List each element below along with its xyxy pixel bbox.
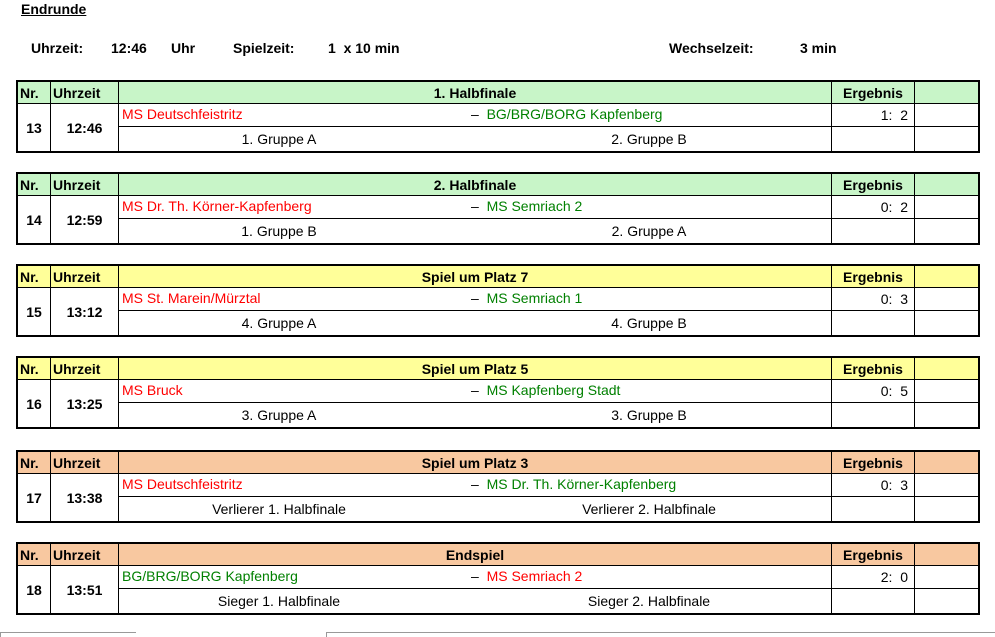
team-b-wrap (471, 476, 676, 492)
team-a: MS St. Marein/Mürztal (122, 290, 261, 306)
group-a: 1. Gruppe B (241, 223, 317, 239)
teams-row (119, 104, 832, 127)
teams-row (119, 380, 832, 403)
extra-cell (915, 288, 978, 311)
result-cell (832, 288, 915, 311)
group-b: 2. Gruppe A (611, 223, 687, 239)
col-ergebnis-header: Ergebnis (832, 544, 915, 566)
extra-cell (915, 219, 978, 243)
result-cell-empty (832, 127, 915, 151)
wechselzeit-value: 3 min (800, 40, 837, 56)
team-a: MS Deutschfeistritz (122, 106, 243, 122)
result-score: 0: 5 (880, 383, 908, 399)
group-a: 3. Gruppe A (241, 407, 317, 423)
bottom-divider-left (0, 632, 136, 637)
col-uhrzeit-header: Uhrzeit (51, 544, 119, 566)
group-b: 2. Gruppe B (611, 131, 687, 147)
match-time: 12:59 (51, 196, 119, 243)
team-b-wrap (471, 382, 620, 398)
result-score: 0: 3 (880, 477, 908, 493)
extra-cell (915, 474, 978, 497)
group-a: 4. Gruppe A (241, 315, 317, 331)
col-uhrzeit-header: Uhrzeit (51, 82, 119, 104)
match-block (16, 450, 980, 523)
uhrzeit-unit: Uhr (171, 40, 196, 56)
col-nr-header: Nr. (18, 452, 51, 474)
match-title: 1. Halbfinale (119, 82, 832, 104)
group-a: 1. Gruppe A (241, 131, 317, 147)
match-number: 15 (18, 288, 51, 335)
groups-row (119, 403, 832, 427)
col-nr-header: Nr. (18, 82, 51, 104)
col-ergebnis-header: Ergebnis (832, 82, 915, 104)
group-a: Sieger 1. Halbfinale (217, 593, 341, 609)
match-title: Spiel um Platz 7 (119, 266, 832, 288)
team-a: MS Dr. Th. Körner-Kapfenberg (122, 198, 312, 214)
col-ergebnis-header: Ergebnis (832, 452, 915, 474)
team-b-wrap (471, 568, 582, 584)
separator: – (471, 290, 479, 306)
match-time: 13:25 (51, 380, 119, 427)
spielzeit-value: 1 x 10 min (328, 40, 400, 56)
extra-cell (915, 380, 978, 403)
result-cell-empty (832, 403, 915, 427)
team-b-wrap (471, 198, 582, 214)
group-b: Sieger 2. Halbfinale (587, 593, 711, 609)
col-ergebnis-header: Ergebnis (832, 358, 915, 380)
team-b-wrap (471, 290, 582, 306)
groups-row (119, 311, 832, 335)
team-a: MS Bruck (122, 382, 183, 398)
result-cell-empty (832, 497, 915, 521)
separator: – (471, 198, 479, 214)
group-b: Verlierer 2. Halbfinale (582, 501, 716, 517)
team-b: MS Kapfenberg Stadt (486, 382, 621, 398)
match-number: 18 (18, 566, 51, 613)
col-uhrzeit-header: Uhrzeit (51, 174, 119, 196)
match-time: 13:38 (51, 474, 119, 521)
result-score: 0: 3 (880, 291, 908, 307)
extra-cell (915, 497, 978, 521)
extra-cell (915, 403, 978, 427)
team-a: MS Deutschfeistritz (122, 476, 243, 492)
match-time: 12:46 (51, 104, 119, 151)
page-title: Endrunde (21, 1, 87, 17)
match-number: 17 (18, 474, 51, 521)
teams-row (119, 566, 832, 589)
match-title: 2. Halbfinale (119, 174, 832, 196)
separator: – (471, 106, 479, 122)
wechselzeit-label: Wechselzeit: (669, 40, 754, 56)
uhrzeit-value: 12:46 (111, 40, 147, 56)
match-number: 14 (18, 196, 51, 243)
spielzeit-label: Spielzeit: (233, 40, 295, 56)
match-time: 13:12 (51, 288, 119, 335)
col-nr-header: Nr. (18, 174, 51, 196)
team-b: MS Dr. Th. Körner-Kapfenberg (486, 476, 677, 492)
match-block (16, 80, 980, 153)
groups-row (119, 497, 832, 521)
separator: – (471, 568, 479, 584)
col-extra-header (915, 544, 978, 566)
extra-cell (915, 589, 978, 613)
team-b-wrap (471, 106, 662, 122)
col-extra-header (915, 82, 978, 104)
match-block (16, 542, 980, 615)
team-b: MS Semriach 2 (486, 568, 583, 584)
team-b: MS Semriach 1 (486, 290, 583, 306)
result-score: 0: 2 (880, 199, 908, 215)
match-block (16, 172, 980, 245)
team-b: MS Semriach 2 (486, 198, 583, 214)
col-extra-header (915, 452, 978, 474)
extra-cell (915, 311, 978, 335)
result-cell (832, 196, 915, 219)
match-number: 13 (18, 104, 51, 151)
result-cell (832, 474, 915, 497)
match-time: 13:51 (51, 566, 119, 613)
match-title: Spiel um Platz 3 (119, 452, 832, 474)
result-cell (832, 104, 915, 127)
groups-row (119, 589, 832, 613)
match-title: Spiel um Platz 5 (119, 358, 832, 380)
result-score: 1: 2 (880, 107, 908, 123)
result-cell-empty (832, 311, 915, 335)
teams-row (119, 288, 832, 311)
team-b: BG/BRG/BORG Kapfenberg (486, 106, 663, 122)
teams-row (119, 196, 832, 219)
uhrzeit-label: Uhrzeit: (31, 40, 84, 56)
col-uhrzeit-header: Uhrzeit (51, 452, 119, 474)
col-ergebnis-header: Ergebnis (832, 174, 915, 196)
result-cell-empty (832, 589, 915, 613)
group-b: 3. Gruppe B (611, 407, 687, 423)
team-a: BG/BRG/BORG Kapfenberg (122, 568, 298, 584)
groups-row (119, 127, 832, 151)
extra-cell (915, 104, 978, 127)
col-uhrzeit-header: Uhrzeit (51, 266, 119, 288)
group-a: Verlierer 1. Halbfinale (212, 501, 346, 517)
result-cell-empty (832, 219, 915, 243)
extra-cell (915, 196, 978, 219)
match-block (16, 264, 980, 337)
separator: – (471, 476, 479, 492)
result-score: 2: 0 (880, 569, 908, 585)
col-uhrzeit-header: Uhrzeit (51, 358, 119, 380)
teams-row (119, 474, 832, 497)
result-cell (832, 566, 915, 589)
col-nr-header: Nr. (18, 358, 51, 380)
col-extra-header (915, 174, 978, 196)
result-cell (832, 380, 915, 403)
col-extra-header (915, 266, 978, 288)
groups-row (119, 219, 832, 243)
match-block (16, 356, 980, 429)
col-ergebnis-header: Ergebnis (832, 266, 915, 288)
extra-cell (915, 566, 978, 589)
col-extra-header (915, 358, 978, 380)
extra-cell (915, 127, 978, 151)
col-nr-header: Nr. (18, 544, 51, 566)
match-number: 16 (18, 380, 51, 427)
col-nr-header: Nr. (18, 266, 51, 288)
group-b: 4. Gruppe B (611, 315, 687, 331)
bottom-divider-right (326, 632, 995, 637)
separator: – (471, 382, 479, 398)
match-title: Endspiel (119, 544, 832, 566)
